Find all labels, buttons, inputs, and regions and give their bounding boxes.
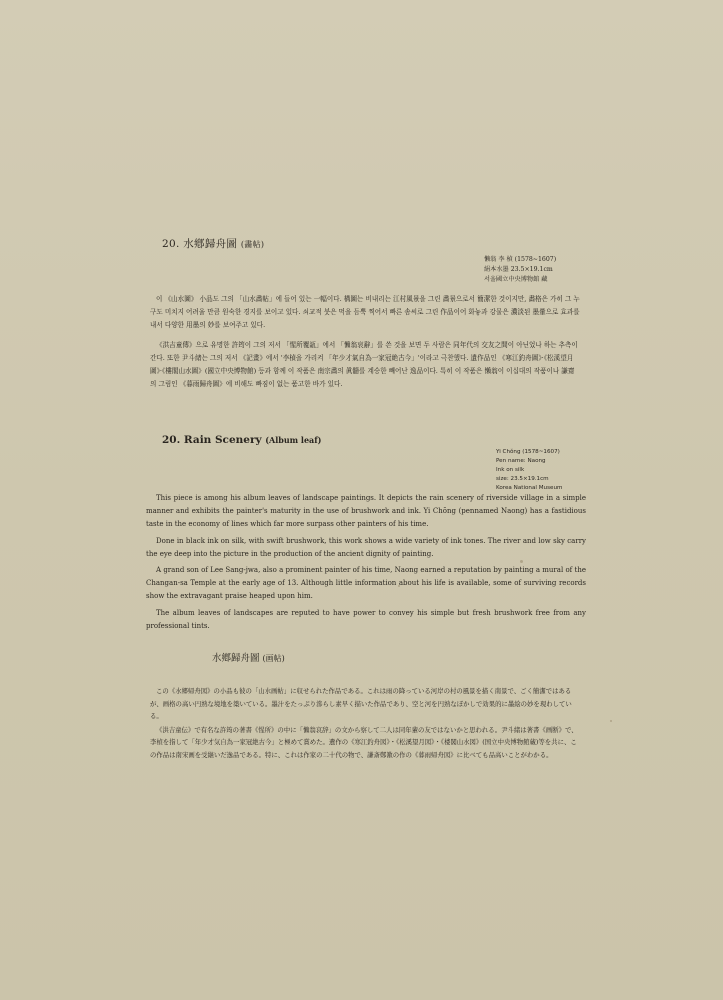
english-paragraph: This piece is among his album leaves of landscape paintings. It depicts the rain scenery of riverside village in a simple manner and exhibits the painter's maturity in the use of brushwork and ink. Yi Chŏng (pennamed Naong) has a fastidious taste in the economy of lines which far more surpass other painters of his time.: [146, 494, 586, 529]
english-paragraph: A grand son of Lee Sang-jwa, also a prominent painter of his time, Naong earned a reputation by painting a mural of the Changan-sa Temple at the early age of 13. Although little information about his life is available, some of surviving records show the extravagant praise heaped upon him.: [146, 566, 586, 601]
korean-paragraph: 《洪吉童傳》으로 유명한 許筠이 그의 저서 「惺所覆瓿」에서 「懶翁哀辭」를 쓴 것을 보면 두 사람은 同年代의 交友之間이 아닌었나 하는 추측이 간다. 또한 尹斗緖는 그의 저서 《記畫》에서 '李楨을 가리켜 「年少才氣自為一家冠絶古今」'이라고 극찬했다. 遺作品인 《寒江釣舟圖》·《松溪望月圖》·《樓閣山水圖》(國立中央博物館) 등과 함께 이 작품은 南宗畵의 眞髓를 계승한 빼어난 逸品이다. 특히 이 작품은 懶翁이 이십대의 작품이나 謙齋의 그림인 《暮雨歸舟圖》에 비해도 빠짐이 없는 품고한 바가 있다.: [150, 340, 578, 389]
english-body: [146, 492, 586, 636]
english-paragraph: The album leaves of landscapes are reputed to have power to convey his simple but fresh brushwork free from any professional tints.: [146, 608, 586, 630]
korean-paragraph: 이 《山水圖》 小品도 그의 「山水畵帖」에 들어 있는 一幅이다. 構圖는 비내리는 江村風景을 그린 畵景으로서 簡潔한 것이지만, 畵格은 가히 그 누구도 미치지 어려울 만큼 원숙한 경지를 보이고 있다. 쇠교적 붓은 먹을 듬뿍 찍어서 빠른 솜씨로 그린 作品이어 화놓과 강물은 濃淡된 墨暈으로 효과를 내서 다양한 用墨의 妙를 보여주고 있다.: [150, 295, 580, 330]
english-title: 20. Rain Scenery (Album leaf): [162, 434, 322, 446]
japanese-paragraph: この《水郷帰舟図》の小品も彼の「山水画帖」に収せられた作品である。これは雨の降っている河岸の村の風景を描く南景で、ごく簡潔ではあるが、画格の高い円熟な境地を築いている。墨汁をたっぷり滲らし素早く描いた作品であり、空と河を円熟なぼかしで効果的に墨絵の妙を現わしている。: [150, 687, 572, 720]
japanese-paragraph: 《洪吉童伝》で有名な許筠の著書《惺所》の中に「懶翁哀辞」の文から察して二人は同年輩の友ではないかと思われる。尹斗緒は著書《画断》で、李楨を指して「年少才気自為一家冠絶古今」と極めて賞めた。遺作の《寒江釣舟図》・《松溪望月図》・《楼閣山水図》(国立中央博物館蔵)等を共に、この作品は南宋画を受継いだ逸品である。特に、これは作家の二十代の物で、謙斎鄭敾の作の《暮雨帰舟図》に比べても品高いことがわかる。: [150, 725, 578, 759]
japanese-body: [150, 685, 580, 762]
japanese-title: 水鄕歸舟圖 (画帖): [212, 653, 285, 664]
stain-mark: [610, 720, 612, 722]
korean-title: 20. 水鄕歸舟圖 (畵帖): [162, 238, 265, 250]
korean-body: [150, 293, 580, 397]
english-credit: Yi Chŏng (1578~1607) Pen name: Naong Ink on silk size: 23.5×19.1cm Korea National Museum: [496, 449, 563, 491]
english-paragraph: Done in black ink on silk, with swift brushwork, this work shows a wide variety of ink tones. The river and low sky carry the eye deep into the picture in the production of the ancient dignity of painting.: [146, 536, 586, 558]
korean-credit: 懶翁 李 楨 (1578~1607) 絹本水墨 23.5×19.1cm 서울國立中央博物館 藏: [484, 256, 557, 283]
